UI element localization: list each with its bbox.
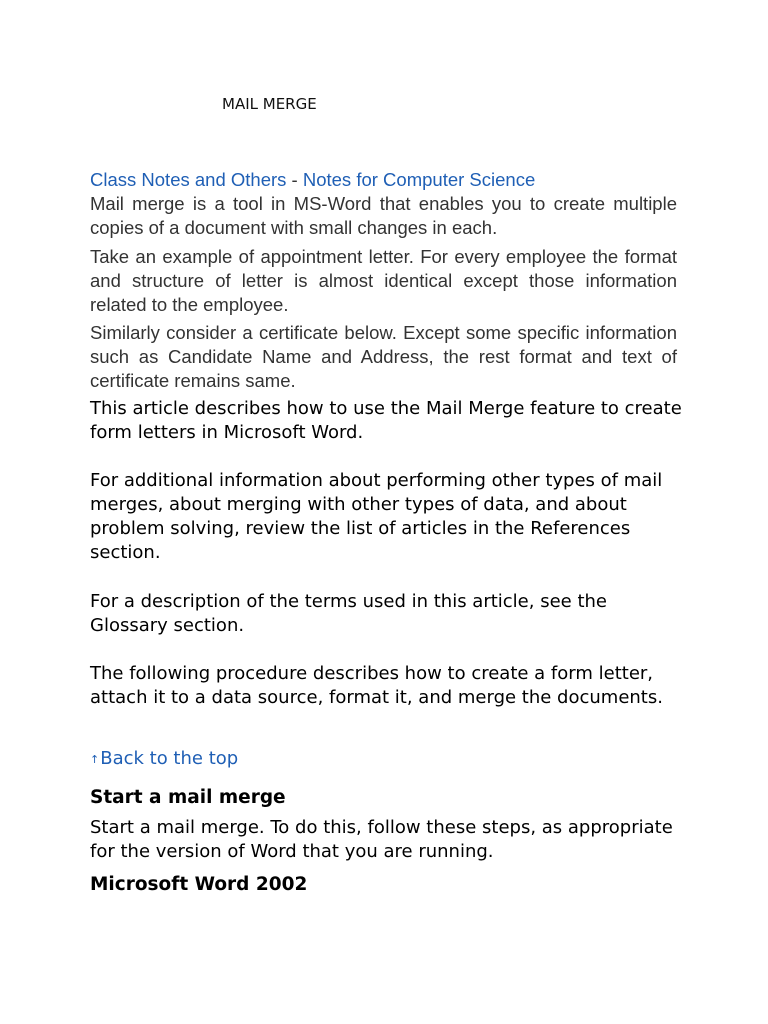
back-to-top[interactable] bbox=[90, 747, 238, 772]
back-to-top-link[interactable]: Back to the top bbox=[100, 748, 239, 769]
intro-paragraph-3: Similarly consider a certificate below. Except some specific information such as Candidate Name and Address, the rest format and text of certificate remains same. bbox=[90, 322, 677, 391]
intro-paragraph-1: Mail merge is a tool in MS-Word that enables you to create multiple copies of a document with small changes in each. bbox=[90, 193, 677, 238]
document-title: MAIL MERGE bbox=[222, 95, 317, 113]
article-paragraph-1: This article describes how to use the Mail Merge feature to create form letters in Microsoft Word. bbox=[90, 398, 682, 443]
article-paragraph-3: For a description of the terms used in this article, see the Glossary section. bbox=[90, 591, 607, 636]
link-separator: - bbox=[286, 169, 303, 190]
article-paragraph-2: For additional information about performing other types of mail merges, about merging with other types of data, and about problem solving, review the list of articles in the References section. bbox=[90, 470, 663, 563]
article-paragraph-4: The following procedure describes how to create a form letter, attach it to a data source, format it, and merge the documents. bbox=[90, 663, 663, 708]
up-arrow-icon: ↑ bbox=[90, 753, 100, 766]
word-2002-heading: Microsoft Word 2002 bbox=[90, 874, 308, 895]
notes-cs-link[interactable]: Notes for Computer Science bbox=[302, 169, 536, 190]
intro-paragraph-2: Take an example of appointment letter. For every employee the format and structure of letter is almost identical except those information related to the employee. bbox=[90, 246, 677, 315]
start-mail-merge-paragraph: Start a mail merge. To do this, follow these steps, as appropriate for the version of Word that you are running. bbox=[90, 817, 673, 862]
header-links bbox=[90, 168, 677, 192]
start-mail-merge-heading: Start a mail merge bbox=[90, 787, 286, 808]
class-notes-link[interactable]: Class Notes and Others bbox=[90, 169, 287, 190]
